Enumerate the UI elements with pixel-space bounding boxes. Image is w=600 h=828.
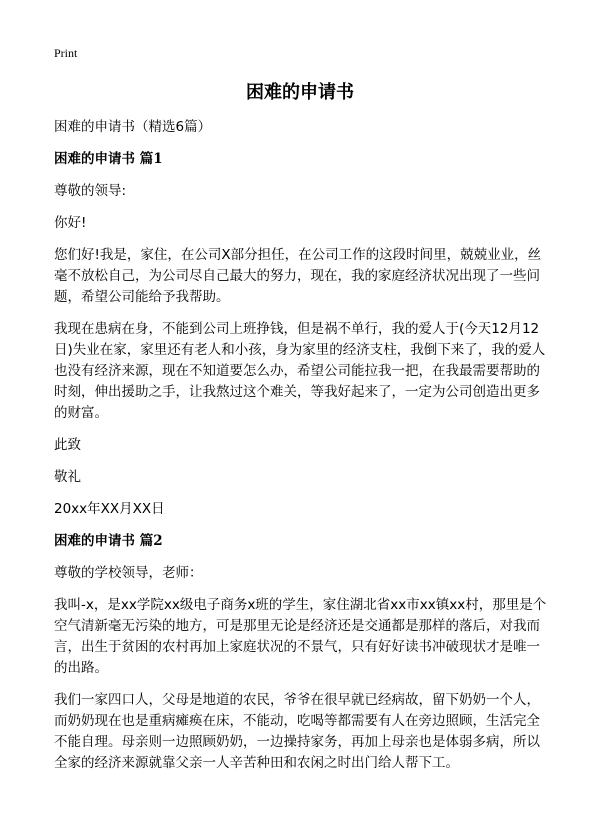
paragraph: 尊敬的领导: xyxy=(54,183,127,199)
paragraph: 我叫-x，是xx学院xx级电子商务x班的学生，家住湖北省xx市xx镇xx村，那里是个空气清新毫无污染的地方，可是那里无论是经济还是交通都是那样的落后，对我而言，出生于贫困的农村再加上家庭状况的不景气，只有好好读书冲破现状才是唯一的出路。 xyxy=(54,597,547,676)
date-line: 20xx年XX月XX日 xyxy=(54,501,165,517)
document-body xyxy=(54,117,550,785)
section-heading-1: 困难的申请书 篇1 xyxy=(54,151,163,167)
paragraph: 你好! xyxy=(54,215,87,231)
section-heading-2: 困难的申请书 篇2 xyxy=(54,533,163,549)
paragraph: 我现在患病在身，不能到公司上班挣钱，但是祸不单行，我的爱人于(今天12月12日)失业在家，家里还有老人和小孩，身为家里的经济支柱，我倒下来了，我的爱人也没有经济来源，现在不知道要怎么办，希望公司能拉我一把，在我最需要帮助的时刻，伸出援助之手，让我熬过这个难关，等我好起来了，一定为公司创造出更多的财富。 xyxy=(54,321,546,421)
paragraph: 尊敬的学校领导，老师： xyxy=(54,565,203,581)
document-title: 困难的申请书 xyxy=(246,82,354,103)
document-subtitle: 困难的申请书（精选6篇） xyxy=(54,119,212,135)
paragraph: 我们一家四口人，父母是地道的农民，爷爷在很早就已经病故，留下奶奶一个人，而奶奶现在也是重病瘫痪在床，不能动，吃喝等都需要有人在旁边照顾，生活完全不能自理。母亲则一边照顾奶奶，一边操持家务，再加上母亲也是体弱多病，所以全家的经济来源就靠父亲一人辛苦种田和农闲之时出门给人帮下工。 xyxy=(54,692,540,771)
print-label[interactable]: Print xyxy=(54,46,78,60)
paragraph: 您们好!我是，家住，在公司X部分担任，在公司工作的这段时间里，兢兢业业，丝毫不放松自己，为公司尽自己最大的努力，现在，我的家庭经济状况出现了一些问题，希望公司能给予我帮助。 xyxy=(54,247,542,305)
paragraph: 敬礼 xyxy=(54,469,81,485)
paragraph: 此致 xyxy=(54,437,81,453)
